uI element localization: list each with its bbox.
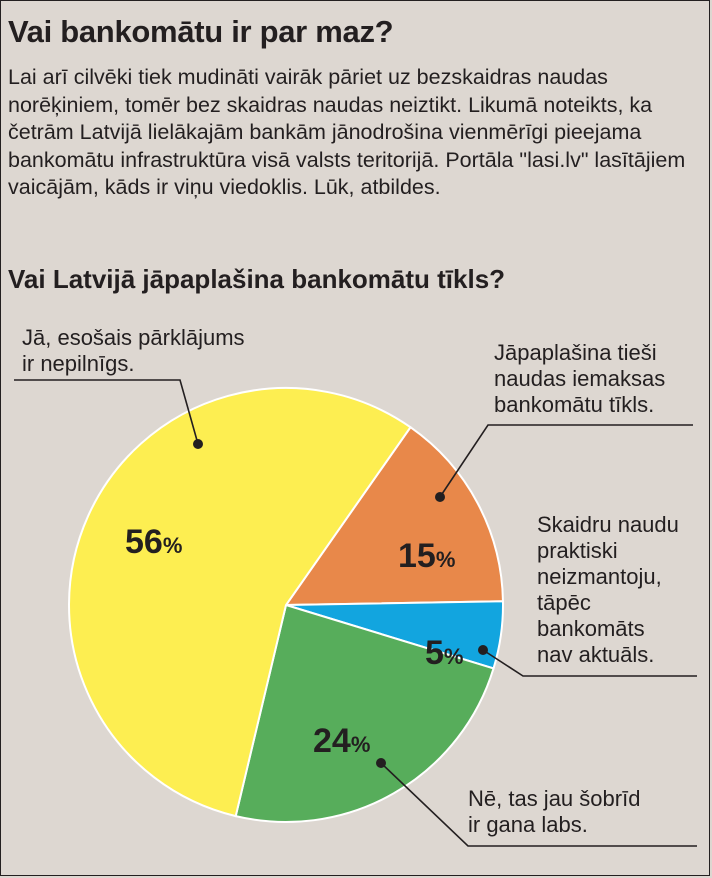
slice-category-label-0: Jāpaplašina tieši naudas iemaksas bankomātu tīkls.	[494, 340, 666, 417]
slice-value-label-2: 24%	[313, 722, 371, 760]
leader-dot-0	[435, 492, 445, 502]
leader-line-0	[440, 425, 693, 497]
slice-category-label-3: Jā, esošais pārklājums ir nepilnīgs.	[22, 325, 245, 376]
slice-category-label-1: Skaidru naudu praktiski neizmantoju, tāpēc bankomāts nav aktuāls.	[537, 512, 679, 667]
intro-text: Lai arī cilvēki tiek mudināti vairāk pāriet uz bezskaidras naudas norēķiniem, tomēr bez skaidras naudas neiztikt. Likumā noteikts, ka četrām Latvijā lielākajām bankām jānodrošina vienmērīgi pieejama bankomātu infrastruktūra visā valsts teritorijā. Portāla "lasi.lv" lasītājiem vaicājām, kāds ir viņu viedoklis. Lūk, atbildes.	[8, 65, 686, 199]
slice-category-label-2: Nē, tas jau šobrīd ir gana labs.	[468, 786, 641, 837]
leader-dot-2	[376, 758, 386, 768]
leader-dot-3	[193, 439, 203, 449]
chart-title: Vai Latvijā jāpaplašina bankomātu tīkls?	[8, 264, 506, 294]
slice-value-label-3: 56%	[125, 523, 183, 561]
slice-value-label-1: 5%	[425, 634, 464, 672]
slice-value-label-0: 15%	[398, 537, 456, 575]
leader-dot-1	[478, 645, 488, 655]
page-title: Vai bankomātu ir par maz?	[8, 14, 394, 49]
